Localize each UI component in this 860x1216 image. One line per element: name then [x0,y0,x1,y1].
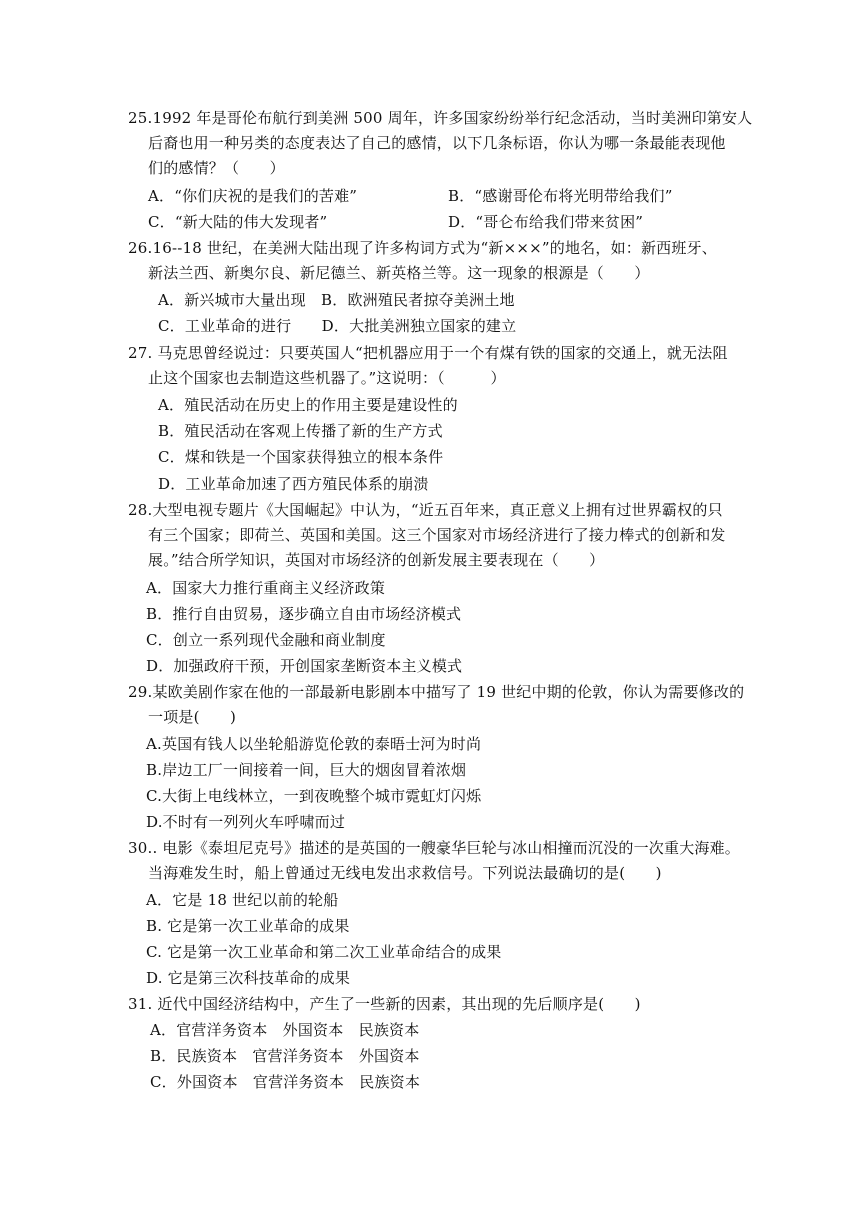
q25-stem-line-2: 后裔也用一种另类的态度表达了自己的感情，以下几条标语，你认为哪一条最能表现他 [148,134,726,152]
q30-option-a: A．它是 18 世纪以前的轮船 [146,891,339,909]
q31-stem-line-1: 31. 近代中国经济结构中，产生了一些新的因素，其出现的先后顺序是( ) [128,995,641,1013]
q25-option-c: C．“新大陆的伟大发现者” [148,213,328,231]
q28-option-b: B．推行自由贸易，逐步确立自由市场经济模式 [146,605,462,623]
q29-stem-line-2: 一项是( ) [148,708,237,726]
q31-option-c: C．外国资本 官营洋务资本 民族资本 [150,1073,421,1091]
q25-stem-line-1: 25.1992 年是哥伦布航行到美洲 500 周年，许多国家纷纷举行纪念活动，当时美洲印第安人 [128,109,753,127]
q25-option-b: B．“感谢哥伦布将光明带给我们” [448,187,673,205]
q30-stem-line-2: 当海难发生时，船上曾通过无线电发出求救信号。下列说法最确切的是( ) [148,864,662,882]
q29-stem-line-1: 29.某欧美剧作家在他的一部最新电影剧本中描写了 19 世纪中期的伦敦，你认为需要修改的 [128,683,745,701]
q30-option-b: B. 它是第一次工业革命的成果 [146,917,350,935]
q27-option-a: A．殖民活动在历史上的作用主要是建设性的 [158,396,458,414]
q30-option-d: D. 它是第三次科技革命的成果 [146,969,351,987]
q27-stem-line-2: 止这个国家也去制造这些机器了。”这说明：（ ） [148,369,506,387]
q27-stem-line-1: 27. 马克思曾经说过：只要英国人“把机器应用于一个有煤有铁的国家的交通上，就无法阻 [128,344,728,362]
q29-option-d: D.不时有一列列火车呼啸而过 [146,813,346,831]
q29-option-c: C.大街上电线林立，一到夜晚整个城市霓虹灯闪烁 [146,787,482,805]
q25-stem-line-3: 们的感情？（ ） [148,159,285,177]
q31-option-b: B．民族资本 官营洋务资本 外国资本 [150,1047,420,1065]
q29-option-b: B.岸边工厂一间接着一间，巨大的烟囱冒着浓烟 [146,761,467,779]
q28-option-c: C．创立一系列现代金融和商业制度 [146,631,386,649]
q29-option-a: A.英国有钱人以坐轮船游览伦敦的泰晤士河为时尚 [146,735,482,753]
q26-stem-line-2: 新法兰西、新奥尔良、新尼德兰、新英格兰等。这一现象的根源是（ ） [148,264,650,282]
q27-option-c: C．煤和铁是一个国家获得独立的根本条件 [158,448,444,466]
q27-option-d: D．工业革命加速了西方殖民体系的崩溃 [158,475,429,493]
q26-stem-line-1: 26.16--18 世纪，在美洲大陆出现了许多构词方式为“新×××”的地名，如：新西班牙、 [128,239,717,257]
q25-option-d: D．“哥仑布给我们带来贫困” [448,213,644,231]
q28-stem-line-3: 展。”结合所学知识，英国对市场经济的创新发展主要表现在（ ） [148,551,605,569]
q28-option-d: D．加强政府干预，开创国家垄断资本主义模式 [146,657,463,675]
q28-stem-line-1: 28.大型电视专题片《大国崛起》中认为，“近五百年来，真正意义上拥有过世界霸权的只 [128,501,723,519]
q26-options-line-1: A．新兴城市大量出现 B．欧洲殖民者掠夺美洲土地 [158,291,515,309]
q28-stem-line-2: 有三个国家；即荷兰、英国和美国。这三个国家对市场经济进行了接力棒式的创新和发 [148,526,726,544]
q27-option-b: B．殖民活动在客观上传播了新的生产方式 [158,422,443,440]
q30-option-c: C. 它是第一次工业革命和第二次工业革命结合的成果 [146,943,502,961]
q30-stem-line-1: 30.. 电影《泰坦尼克号》描述的是英国的一艘豪华巨轮与冰山相撞而沉没的一次重大海难。 [128,839,740,857]
q26-options-line-2: C．工业革命的进行 D．大批美洲独立国家的建立 [158,317,517,335]
q31-option-a: A．官营洋务资本 外国资本 民族资本 [150,1021,420,1039]
q28-option-a: A．国家大力推行重商主义经济政策 [146,579,386,597]
q25-option-a: A．“你们庆祝的是我们的苦难” [148,187,358,205]
